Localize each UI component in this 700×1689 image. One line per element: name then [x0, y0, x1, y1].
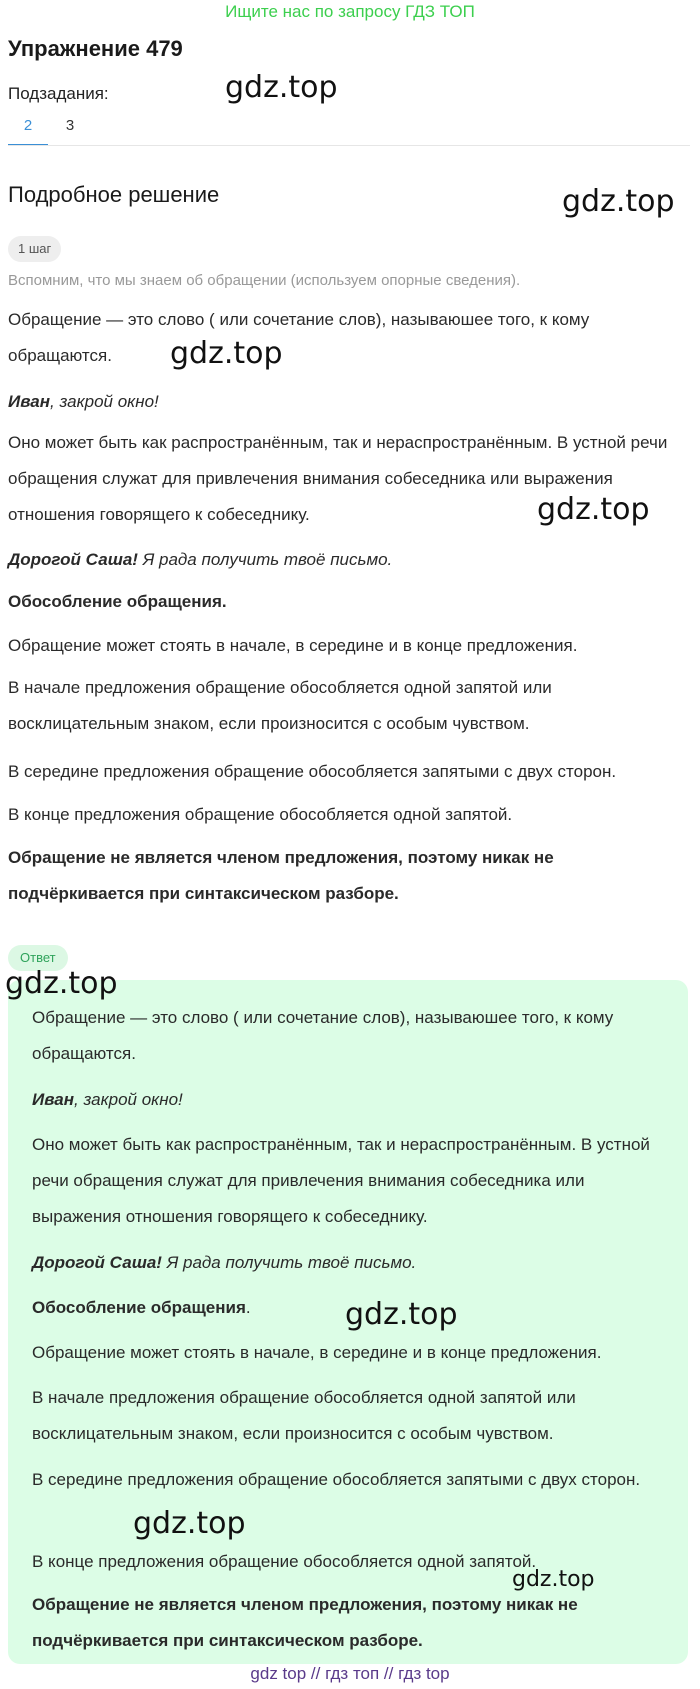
solution-heading: Подробное решение	[8, 182, 220, 207]
solution-conclusion: Обращение не является членом предложения, поэтому никак не подчёркивается при синтаксическом разборе.	[8, 848, 554, 903]
answer-subheading-text: Обособление обращения	[32, 1298, 246, 1317]
solution-paragraph: В конце предложения обращение обособляется одной запятой.	[8, 805, 513, 824]
answer-example	[32, 1245, 672, 1281]
watermark: gdz.top	[512, 1567, 595, 1592]
answer-paragraph: Обращение может стоять в начале, в середине и в конце предложения.	[32, 1343, 602, 1362]
page-title: Упражнение 479	[8, 36, 183, 61]
solution-example	[8, 542, 688, 578]
footer-links[interactable]: gdz top // гдз топ // гдз top	[250, 1664, 450, 1683]
example-rest: , закрой окно!	[50, 392, 159, 411]
example-address: Иван	[32, 1090, 74, 1109]
solution-paragraph: Оно может быть как распространённым, так и нераспространённым. В устной речи обращения служат для привлечения внимания собеседника или выражения отношения говорящего к собеседнику.	[8, 433, 668, 524]
tab-subtask-3[interactable]: 3	[65, 117, 75, 134]
answer-paragraph: В середине предложения обращение обособляется запятыми с двух сторон.	[32, 1470, 641, 1489]
answer-paragraph: В начале предложения обращение обособляется одной запятой или восклицательным знаком, если произносится с особым чувством.	[32, 1388, 576, 1443]
solution-example	[8, 384, 688, 420]
watermark: gdz.top	[5, 966, 118, 1001]
answer-badge: Ответ	[8, 945, 68, 971]
answer-paragraph: В конце предложения обращение обособляется одной запятой.	[32, 1552, 537, 1571]
example-address: Дорогой Саша!	[32, 1253, 162, 1272]
example-rest: Я рада получить твоё письмо.	[137, 550, 393, 569]
tabs-divider	[8, 145, 690, 146]
watermark: gdz.top	[537, 492, 650, 527]
solution-paragraph: В середине предложения обращение обособляется запятыми с двух сторон.	[8, 762, 617, 781]
solution-hint: Вспомним, что мы знаем об обращении (используем опорные сведения).	[8, 272, 521, 289]
solution-paragraph: В начале предложения обращение обособляется одной запятой или восклицательным знаком, если произносится с особым чувством.	[8, 678, 552, 733]
example-rest: , закрой окно!	[74, 1090, 183, 1109]
example-address: Иван	[8, 392, 50, 411]
watermark: gdz.top	[345, 1297, 458, 1332]
watermark: gdz.top	[170, 336, 283, 371]
example-address: Дорогой Саша!	[8, 550, 138, 569]
example-rest: Я рада получить твоё письмо.	[161, 1253, 417, 1272]
search-banner[interactable]: Ищите нас по запросу ГДЗ ТОП	[225, 2, 475, 21]
answer-subheading-dot: .	[245, 1298, 251, 1317]
answer-paragraph: Оно может быть как распространённым, так и нераспространённым. В устной речи обращения служат для привлечения внимания собеседника или выражения отношения говорящего к собеседнику.	[32, 1135, 650, 1226]
answer-example	[32, 1082, 672, 1118]
solution-paragraph: Обращение может стоять в начале, в середине и в конце предложения.	[8, 636, 578, 655]
tab-subtask-2[interactable]: 2	[8, 112, 48, 146]
step-badge: 1 шаг	[8, 236, 61, 262]
watermark: gdz.top	[562, 184, 675, 219]
answer-conclusion: Обращение не является членом предложения, поэтому никак не подчёркивается при синтаксическом разборе.	[32, 1595, 578, 1650]
solution-paragraph: Обращение — это слово ( или сочетание слов), называюшее того, к кому обращаются.	[8, 310, 590, 365]
answer-paragraph: Обращение — это слово ( или сочетание слов), называюшее того, к кому обращаются.	[32, 1008, 614, 1063]
watermark: gdz.top	[133, 1506, 246, 1541]
solution-subheading: Обособление обращения.	[8, 592, 227, 611]
subtasks-label: Подзадания:	[8, 84, 109, 103]
watermark: gdz.top	[225, 70, 338, 105]
